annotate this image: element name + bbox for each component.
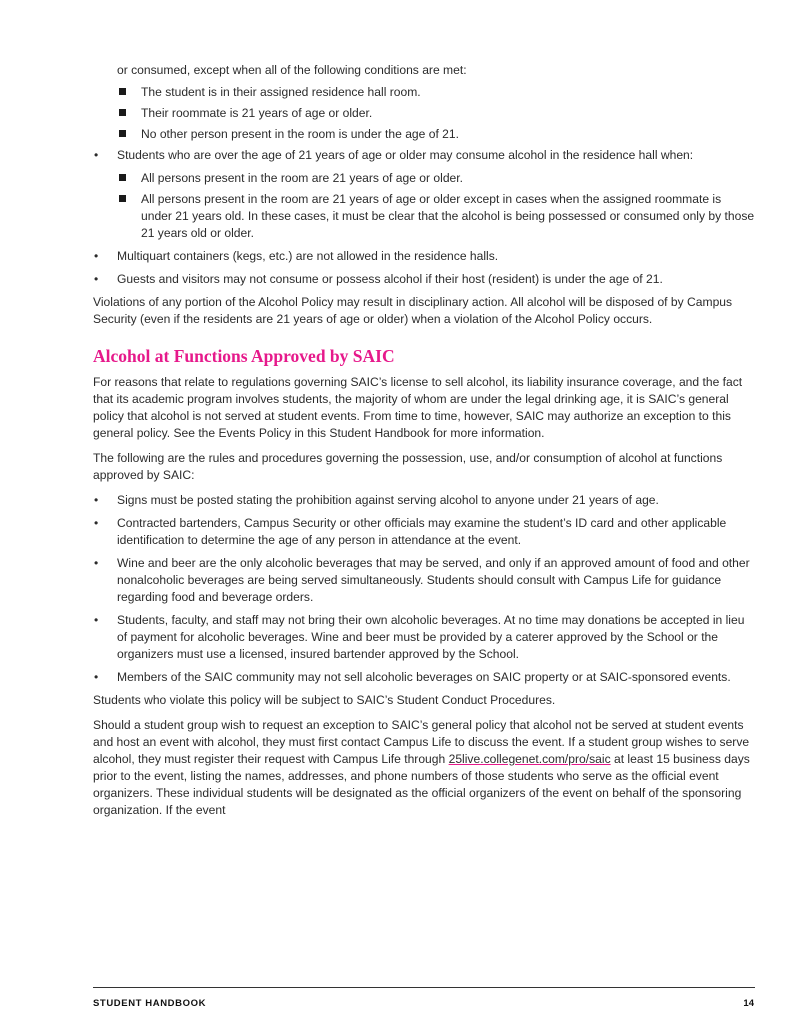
conditions-list	[93, 84, 755, 143]
list-item: • Students, faculty, and staff may not bring their own alcoholic beverages. At no time may donations be accepted in lieu of payment for alcoholic beverages. Wine and beer must be provided by a caterer approved by the School or the organizers must use a licensed, insured bartender approved by the School.	[94, 613, 745, 661]
list-item: All persons present in the room are 21 years of age or older.	[117, 170, 755, 187]
list-item: • Students who are over the age of 21 years of age or older may consume alcohol in the residence hall when: All persons present in the room are 21 years of age or older. All persons present in the room are 21 years of age or older except in cases when the assigned roommate is under 21 years old. In these cases, it must be clear that the alcohol is being possessed or consumed only by those 21 years old or older.	[94, 148, 755, 240]
section-intro: For reasons that relate to regulations governing SAIC’s license to sell alcohol, its liability insurance coverage, and the fact that its academic program involves students, the majority of whom are under the legal drinking age, it is SAIC’s general policy that alcohol is not served at student events. From time to time, however, SAIC may authorize an exception to this general policy. See the Events Policy in this Student Handbook for more information.	[93, 375, 743, 440]
list-item: • Guests and visitors may not consume or possess alcohol if their host (resident) is under the age of 21.	[94, 272, 663, 286]
rules-list	[93, 492, 755, 686]
list-item: • Wine and beer are the only alcoholic beverages that may be served, and only if an approved amount of food and other nonalcoholic beverages are being served simultaneously. Students should consult with Campus Life for guidance regarding food and beverage orders.	[94, 556, 750, 604]
list-item: • Signs must be posted stating the prohibition against serving alcohol to anyone under 21 years of age.	[94, 493, 659, 507]
violations-paragraph: Violations of any portion of the Alcohol Policy may result in disciplinary action. All alcohol will be disposed of by Campus Security (even if the residents are 21 years of age or older) when a violation of the Alcohol Policy occurs.	[93, 295, 733, 326]
bullet-icon: •	[94, 249, 99, 263]
page-number: 14	[743, 998, 754, 1009]
footer-title: STUDENT HANDBOOK	[93, 998, 207, 1009]
residence-bullets	[93, 147, 755, 288]
list-item: • Multiquart containers (kegs, etc.) are not allowed in the residence halls.	[94, 249, 499, 263]
bullet-icon: •	[94, 613, 99, 627]
list-item: • Members of the SAIC community may not sell alcoholic beverages on SAIC property or at SAIC-sponsored events.	[94, 670, 731, 684]
rules-intro: The following are the rules and procedures governing the possession, use, and/or consumption of alcohol at functions approved by SAIC:	[93, 451, 723, 482]
exception-paragraph: Should a student group wish to request an exception to SAIC’s general policy that alcohol not be served at student events and host an event with alcohol, they must first contact Campus Life to discuss the event. If a student group wishes to serve alcohol, they must register their request with Campus Life through 25live.collegenet.com/pro/saic at least 15 business days prior to the event, listing the names, addresses, and phone numbers of those students who serve as the official event organizers. These individual students will be designated as the official organizers of the event on behalf of the sponsoring organization. If the event	[93, 718, 750, 817]
list-item: No other person present in the room is under the age of 21.	[117, 126, 755, 143]
section-heading: Alcohol at Functions Approved by SAIC	[93, 346, 395, 366]
list-item: Their roommate is 21 years of age or older.	[117, 105, 755, 122]
bullet-icon: •	[94, 556, 99, 570]
violate-paragraph: Students who violate this policy will be subject to SAIC’s Student Conduct Procedures.	[93, 693, 556, 707]
bullet-icon: •	[94, 670, 99, 684]
footer-divider	[93, 987, 755, 988]
bullet-icon: •	[94, 516, 99, 530]
list-item: All persons present in the room are 21 years of age or older except in cases when the assigned roommate is under 21 years old. In these cases, it must be clear that the alcohol is being possessed or consumed only by those 21 years old or older.	[117, 191, 755, 242]
bullet-icon: •	[94, 493, 99, 507]
25live-link[interactable]: 25live.collegenet.com/pro/saic	[448, 752, 611, 766]
intro-continuation: or consumed, except when all of the following conditions are met:	[117, 63, 467, 77]
list-item: The student is in their assigned residence hall room.	[117, 84, 755, 101]
bullet-icon: •	[94, 272, 99, 286]
page-content	[93, 62, 755, 827]
list-item: • Contracted bartenders, Campus Security or other officials may examine the student’s ID card and other applicable identification to determine the age of any person in attendance at the event.	[94, 516, 727, 547]
over21-conditions-list	[117, 170, 755, 242]
bullet-icon: •	[94, 148, 99, 162]
